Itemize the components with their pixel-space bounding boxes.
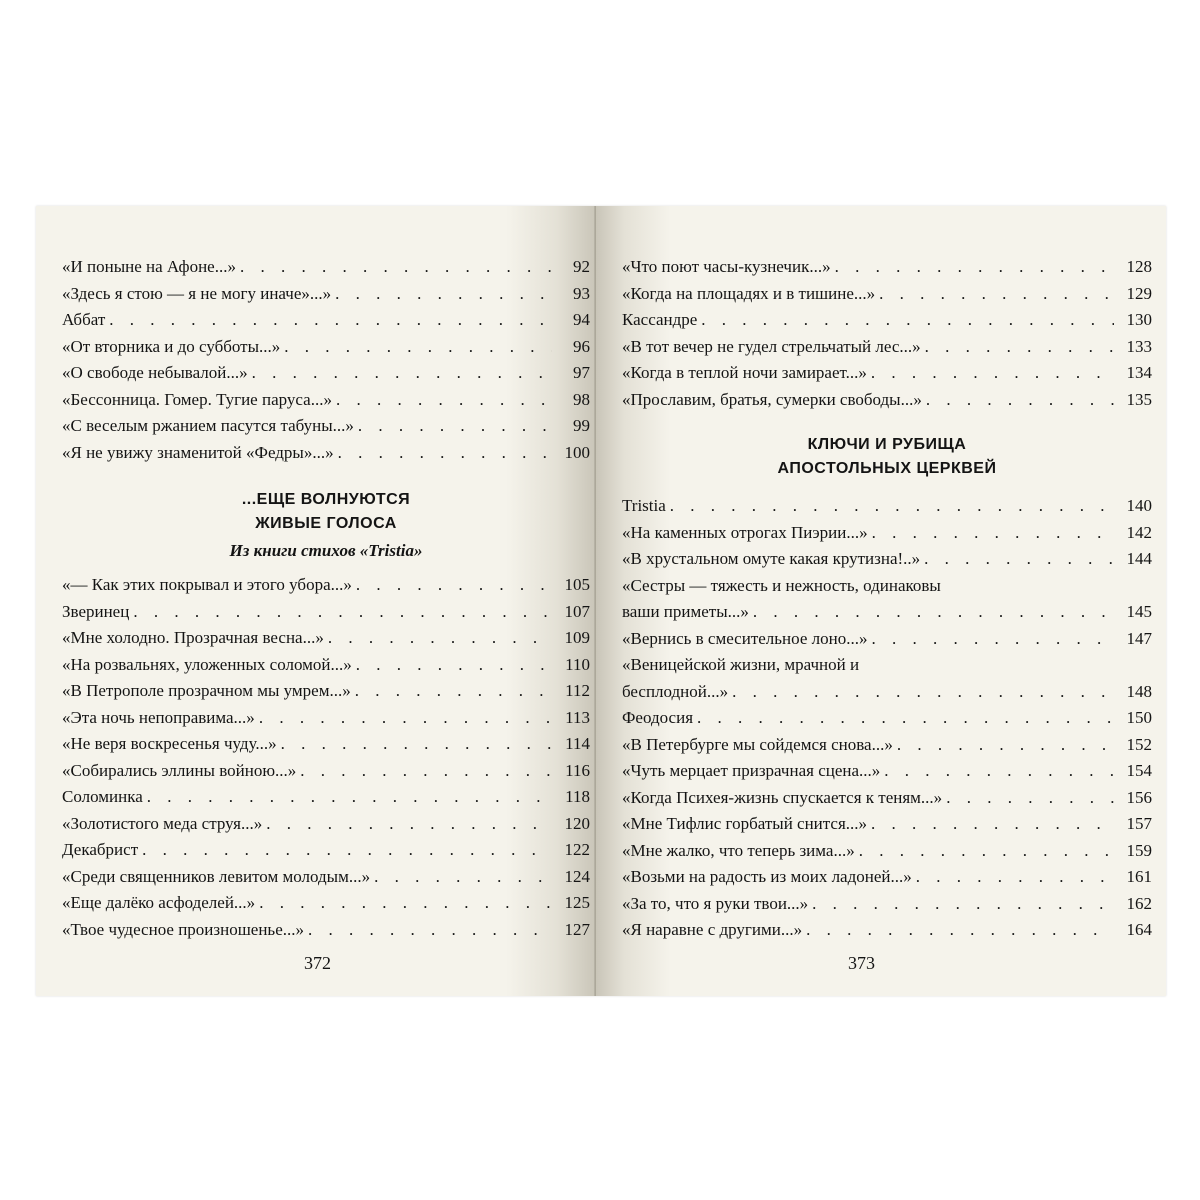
toc-entry-title: бесплодной...» [622,681,729,701]
toc-entry-title: Феодосия [622,708,694,727]
toc-entry-title: «Золотистого меда струя...» [62,813,263,833]
toc-entry-title: «О свободе небывалой...» [62,363,248,382]
toc-entry-page-number: 110 [565,654,590,674]
toc-entry [622,520,1152,547]
toc-entry-page-number: 129 [1126,283,1152,303]
toc-entry-title: Аббат [62,310,106,329]
toc-entry [62,652,590,679]
toc-entry [622,281,1152,308]
toc-entry-page-number: 97 [573,363,590,382]
toc-entry-page-number: 124 [564,866,590,886]
left-page [36,206,596,996]
toc-entry [62,917,590,944]
toc-entry [62,572,590,599]
toc-leader-dots [732,679,1114,706]
toc-entry-title: «Когда на площадях и в тишине...» [622,283,876,303]
right-section-heading-line2: АПОСТОЛЬНЫХ ЦЕРКВЕЙ [777,460,997,477]
toc-leader-dots [925,334,1114,361]
toc-entry-title: Зверинец [62,601,130,621]
toc-entry-page-number: 140 [1126,496,1152,515]
left-page-number: 372 [304,953,331,973]
toc-entry-title-line1: «Сестры — тяжесть и нежность, одинаковы [622,575,941,595]
toc-entry [62,758,590,785]
toc-entry [622,307,1152,334]
toc-leader-dots [300,758,552,785]
toc-entry-page-number: 109 [564,628,590,647]
toc-entry-page-number: 98 [573,389,590,409]
toc-entry-page-number: 156 [1126,787,1152,807]
toc-entry-row [622,599,1152,626]
toc-entry-title: «Еще далёко асфоделей...» [62,893,256,912]
toc-entry-title: «Не веря воскресенья чуду...» [62,734,277,753]
toc-leader-dots [281,731,552,758]
toc-leader-dots [753,599,1114,626]
toc-leader-dots [147,784,552,811]
toc-entry-page-number: 116 [565,760,590,780]
left-section-heading-line1: ...ЕЩЕ ВОЛНУЮТСЯ [241,491,411,508]
toc-entry [62,811,590,838]
toc-leader-dots [338,440,552,467]
toc-entry-page-number: 105 [564,575,590,594]
toc-entry-title: «На каменных отрогах Пиэрии...» [622,522,868,542]
toc-leader-dots [356,572,552,599]
toc-leader-dots [872,520,1114,547]
toc-entry-page-number: 113 [565,707,590,727]
left-toc-top-entries [62,254,590,466]
toc-leader-dots [336,387,552,414]
toc-entry [622,652,1152,705]
toc-entry [622,573,1152,626]
toc-leader-dots [924,546,1114,573]
toc-entry [622,705,1152,732]
right-section-heading [622,433,1152,481]
left-toc-bottom-entries [62,572,590,943]
toc-entry-title: «Возьми на радость из моих ладоней...» [622,867,912,886]
toc-leader-dots [670,493,1114,520]
toc-entry-row [622,679,1152,706]
toc-entry-title: «Собирались эллины войною...» [62,760,297,780]
toc-entry-title: Tristia [622,496,666,515]
toc-leader-dots [109,307,552,334]
toc-leader-dots [259,705,552,732]
toc-entry [622,864,1152,891]
toc-entry-page-number: 96 [573,336,590,356]
toc-entry [622,758,1152,785]
toc-entry-title: «На розвальнях, уложенных соломой...» [62,654,352,674]
toc-entry-title: «В Петрополе прозрачном мы умрем...» [62,681,351,700]
left-toc [62,254,590,943]
toc-entry-page-number: 159 [1126,840,1152,860]
toc-entry-title: «Прославим, братья, сумерки свободы...» [622,389,922,409]
toc-entry-page-number: 152 [1126,734,1152,754]
toc-entry-title: Соломинка [62,787,143,806]
toc-entry-title: «Чуть мерцает призрачная сцена...» [622,761,881,780]
toc-leader-dots [252,360,552,387]
toc-leader-dots [884,758,1114,785]
toc-entry [62,784,590,811]
toc-entry-title: «Когда Психея-жизнь спускается к теням...» [622,787,943,807]
toc-entry-page-number: 122 [564,840,590,859]
toc-entry-title: «Здесь я стою — я не могу иначе»...» [62,283,332,303]
toc-entry [62,281,590,308]
toc-entry [62,731,590,758]
toc-leader-dots [240,254,552,281]
toc-entry-title: «За то, что я руки твои...» [622,893,809,913]
toc-entry [62,334,590,361]
toc-entry-title: «Твое чудесное произношенье...» [62,919,304,939]
toc-entry [62,864,590,891]
toc-entry-page-number: 100 [564,442,590,462]
toc-entry [62,599,590,626]
toc-leader-dots [697,705,1114,732]
toc-entry-title: ваши приметы...» [622,602,749,621]
toc-leader-dots [259,890,552,917]
toc-entry-page-number: 93 [573,283,590,303]
toc-entry-page-number: 150 [1126,708,1152,727]
toc-entry-page-number: 128 [1126,257,1152,276]
toc-entry-page-number: 127 [564,919,590,939]
toc-entry-page-number: 145 [1126,602,1152,621]
toc-entry-page-number: 94 [573,310,590,329]
toc-entry-page-number: 118 [565,787,590,806]
toc-entry-title: «Мне холодно. Прозрачная весна...» [62,628,324,647]
toc-entry-title: Кассандре [622,310,698,329]
right-section-heading-line1: КЛЮЧИ И РУБИЩА [807,436,967,453]
toc-entry [622,785,1152,812]
toc-leader-dots [374,864,552,891]
toc-entry-page-number: 164 [1126,920,1152,939]
toc-entry-title: «Когда в теплой ночи замирает...» [622,363,867,382]
right-toc [622,254,1152,944]
toc-entry-title: «В Петербурге мы сойдемся снова...» [622,734,893,754]
toc-entry [622,334,1152,361]
toc-entry-title: «И поныне на Афоне...» [62,257,236,276]
toc-leader-dots [871,811,1114,838]
right-page [596,206,1166,996]
toc-leader-dots [356,652,552,679]
toc-leader-dots [358,413,552,440]
right-toc-bottom-entries [622,493,1152,944]
toc-entry [622,387,1152,414]
toc-entry-page-number: 154 [1126,761,1152,780]
toc-entry [622,838,1152,865]
toc-leader-dots [284,334,552,361]
toc-leader-dots [812,891,1114,918]
toc-entry-page-number: 114 [565,734,590,753]
toc-entry-page-number: 120 [564,813,590,833]
toc-leader-dots [879,281,1114,308]
left-section-heading-line2: ЖИВЫЕ ГОЛОСА [255,515,397,532]
toc-entry-title: «В тот вечер не гудел стрельчатый лес...» [622,336,921,356]
toc-entry [62,307,590,334]
right-page-number: 373 [848,953,875,973]
toc-entry-page-number: 142 [1126,522,1152,542]
toc-leader-dots [946,785,1114,812]
toc-entry [622,546,1152,573]
toc-entry [62,678,590,705]
toc-leader-dots [806,917,1114,944]
toc-entry [622,360,1152,387]
toc-entry-page-number: 99 [573,416,590,435]
right-toc-top-entries [622,254,1152,413]
toc-entry-page-number: 125 [564,893,590,912]
toc-entry-page-number: 135 [1126,389,1152,409]
toc-entry [62,440,590,467]
toc-leader-dots [871,626,1114,653]
toc-entry-page-number: 162 [1126,893,1152,913]
toc-entry [62,625,590,652]
toc-leader-dots [355,678,552,705]
toc-leader-dots [871,360,1114,387]
toc-entry-title: «От вторника и до субботы...» [62,336,281,356]
toc-entry-title: «Что поют часы-кузнечик...» [622,257,831,276]
toc-leader-dots [328,625,552,652]
toc-leader-dots [266,811,552,838]
toc-entry [62,890,590,917]
toc-entry [622,811,1152,838]
toc-entry [62,360,590,387]
left-section-subtitle: Из книги стихов «Tristia» [229,541,423,560]
toc-entry-page-number: 112 [565,681,590,700]
toc-entry [622,254,1152,281]
toc-entry-title: «Мне Тифлис горбатый снится...» [622,814,868,833]
toc-entry-title-line1: «Веницейской жизни, мрачной и [622,655,860,674]
toc-leader-dots [335,281,552,308]
toc-entry-page-number: 130 [1126,310,1152,329]
toc-entry [622,626,1152,653]
toc-entry-title: «В хрустальном омуте какая крутизна!..» [622,549,921,568]
toc-entry-page-number: 147 [1126,628,1152,648]
toc-entry [622,493,1152,520]
toc-entry-title: Декабрист [62,840,139,859]
toc-leader-dots [916,864,1114,891]
toc-leader-dots [859,838,1114,865]
toc-entry-page-number: 107 [564,601,590,621]
toc-entry [62,387,590,414]
toc-entry-title: «Эта ночь непоправима...» [62,707,255,727]
toc-leader-dots [926,387,1114,414]
toc-entry-page-number: 134 [1126,363,1152,382]
toc-leader-dots [308,917,552,944]
toc-leader-dots [897,732,1114,759]
toc-entry [62,413,590,440]
toc-entry [62,705,590,732]
toc-entry-title: «Я не увижу знаменитой «Федры»...» [62,442,334,462]
toc-entry [62,254,590,281]
toc-leader-dots [133,599,552,626]
toc-entry-page-number: 92 [573,257,590,276]
toc-leader-dots [701,307,1114,334]
toc-entry-page-number: 148 [1126,681,1152,701]
toc-entry [622,917,1152,944]
book-spread [36,206,1166,996]
toc-entry-title: «Мне жалко, что теперь зима...» [622,840,855,860]
toc-entry [622,732,1152,759]
toc-entry [62,837,590,864]
toc-entry [622,891,1152,918]
toc-entry-title: «Я наравне с другими...» [622,920,803,939]
toc-entry-page-number: 144 [1126,549,1152,568]
toc-entry-title: «Среди священников левитом молодым...» [62,866,371,886]
toc-entry-title: «С веселым ржанием пасутся табуны...» [62,416,354,435]
toc-leader-dots [835,254,1114,281]
toc-entry-page-number: 161 [1126,867,1152,886]
toc-leader-dots [142,837,552,864]
toc-entry-page-number: 157 [1126,814,1152,833]
left-section-heading [62,488,590,536]
toc-entry-title: «Бессонница. Гомер. Тугие паруса...» [62,389,332,409]
toc-entry-page-number: 133 [1126,336,1152,356]
toc-entry-title: «— Как этих покрывал и этого убора...» [62,575,352,594]
toc-entry-title: «Вернись в смесительное лоно...» [622,628,868,648]
